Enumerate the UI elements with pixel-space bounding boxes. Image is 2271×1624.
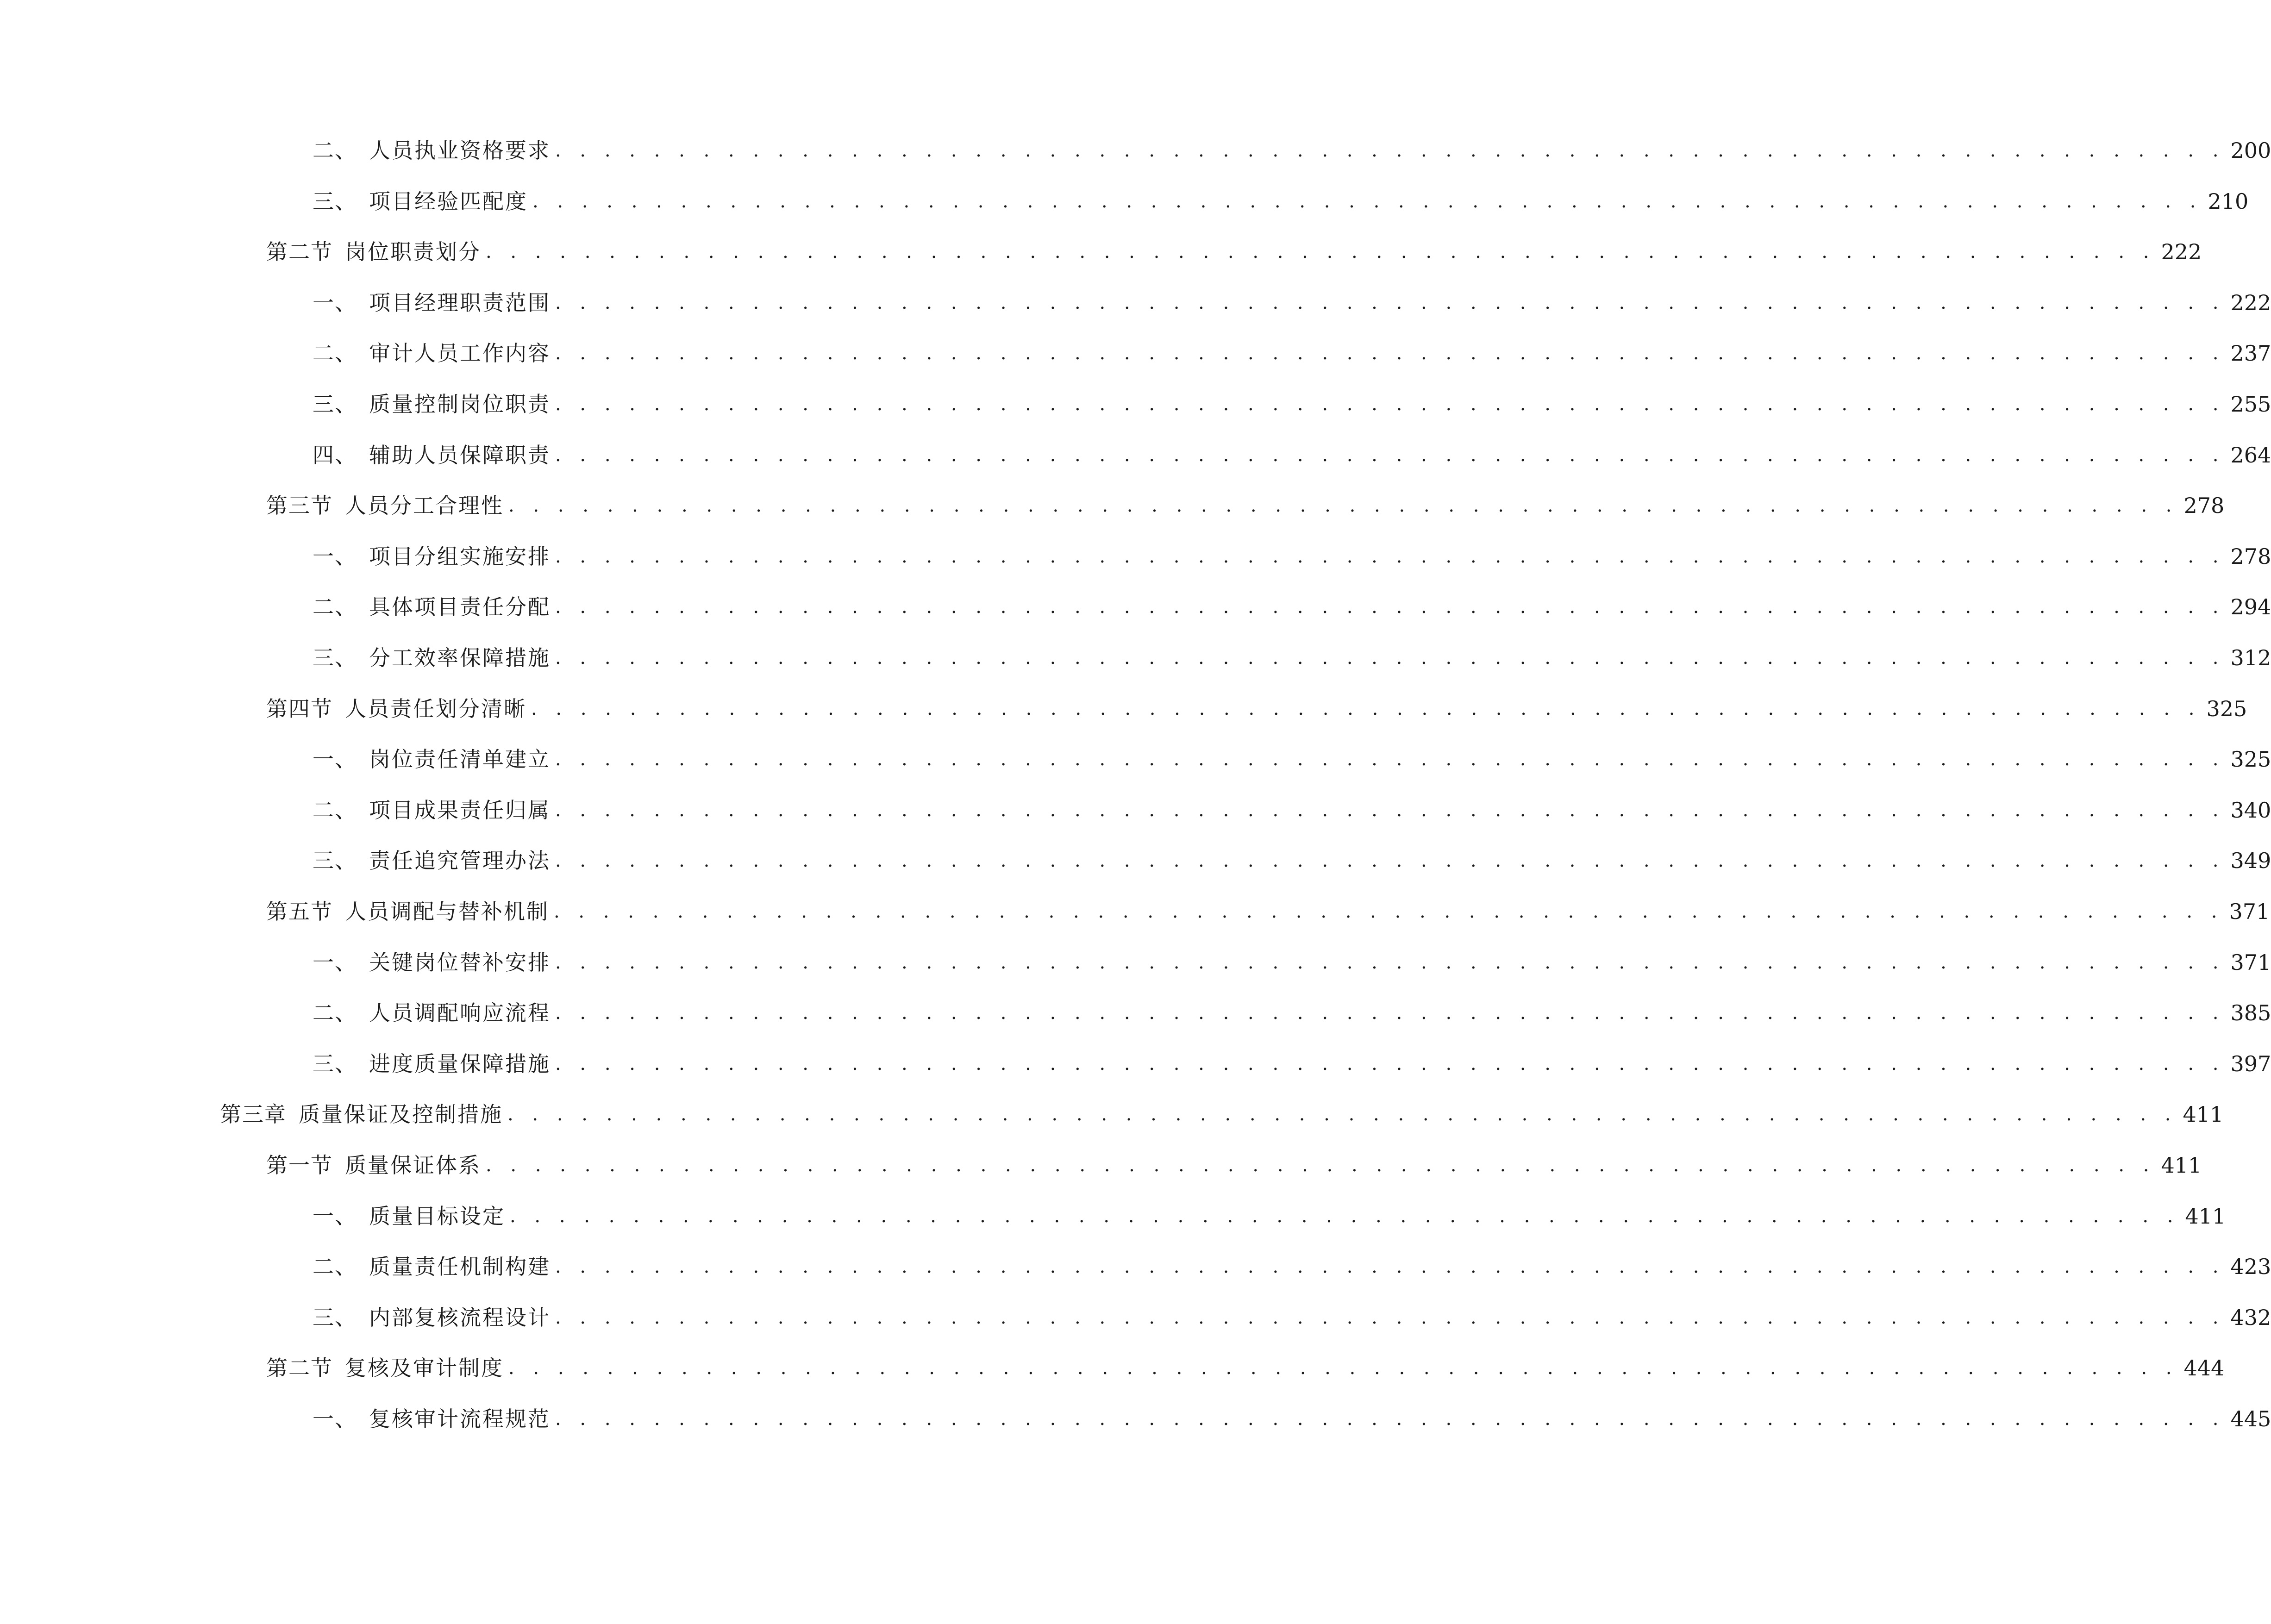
toc-entry-page-number: 444	[2183, 1355, 2225, 1381]
toc-entry-item[interactable]	[313, 946, 2271, 979]
toc-entry-page-number: 278	[2183, 493, 2225, 518]
toc-entry-item[interactable]	[313, 642, 2271, 674]
toc-entry-page-number: 325	[2206, 696, 2247, 721]
toc-entry-chapter[interactable]	[220, 1098, 2224, 1131]
toc-entry-item[interactable]	[313, 1048, 2271, 1080]
toc-entry-number: 二、	[313, 1000, 357, 1026]
toc-entry-number: 第二节	[266, 239, 333, 265]
toc-entry-title: 分工效率保障措施	[369, 645, 551, 670]
toc-entry-title: 岗位职责划分	[345, 239, 481, 265]
toc-entry-title: 质量控制岗位职责	[369, 392, 551, 417]
dot-leader: . . . . . . . . . . . . . . . . . . . . . . . . . . . . . . . . . . . . . . . . . . . . . . . . . . . . . . . . . . . . . . . . . . . .	[555, 799, 2225, 821]
toc-entry-number: 一、	[313, 1406, 357, 1431]
dot-leader: . . . . . . . . . . . . . . . . . . . . . . . . . . . . . . . . . . . . . . . . . . . . . . . . . . . . . . . . . . . . . . . . . . . .	[554, 901, 2224, 922]
toc-entry-number: 第三节	[266, 493, 333, 518]
dot-leader: . . . . . . . . . . . . . . . . . . . . . . . . . . . . . . . . . . . . . . . . . . . . . . . . . . . . . . . . . . . . . . . . . . . .	[555, 1408, 2225, 1430]
toc-entry-number: 三、	[313, 188, 357, 214]
toc-entry-title: 具体项目责任分配	[369, 594, 551, 620]
toc-entry-item[interactable]	[313, 337, 2271, 369]
toc-entry-section[interactable]	[266, 895, 2270, 928]
toc-entry-item[interactable]	[313, 287, 2271, 319]
dot-leader: . . . . . . . . . . . . . . . . . . . . . . . . . . . . . . . . . . . . . . . . . . . . . . . . . . . . . . . . . . . . . . . . . . . .	[555, 292, 2225, 313]
toc-entry-page-number: 432	[2230, 1305, 2271, 1330]
toc-entry-item[interactable]	[313, 439, 2271, 471]
toc-entry-title: 岗位责任清单建立	[369, 747, 551, 772]
toc-entry-item[interactable]	[313, 1250, 2271, 1283]
dot-leader: . . . . . . . . . . . . . . . . . . . . . . . . . . . . . . . . . . . . . . . . . . . . . . . . . . . . . . . . . . . . . . . . . . . .	[510, 1205, 2180, 1227]
toc-entry-title: 关键岗位替补安排	[369, 949, 551, 975]
toc-entry-number: 一、	[313, 747, 357, 772]
dot-leader: . . . . . . . . . . . . . . . . . . . . . . . . . . . . . . . . . . . . . . . . . . . . . . . . . . . . . . . . . . . . . . . . . . . .	[555, 394, 2225, 415]
toc-entry-number: 三、	[313, 645, 357, 670]
toc-entry-title: 内部复核流程设计	[369, 1305, 551, 1330]
toc-entry-title: 进度质量保障措施	[369, 1051, 551, 1076]
dot-leader: . . . . . . . . . . . . . . . . . . . . . . . . . . . . . . . . . . . . . . . . . . . . . . . . . . . . . . . . . . . . . . . . . . . .	[555, 1053, 2225, 1074]
toc-entry-number: 第三章	[220, 1102, 287, 1127]
toc-entry-page-number: 278	[2230, 543, 2271, 569]
toc-entry-page-number: 340	[2230, 797, 2271, 823]
toc-entry-title: 质量目标设定	[369, 1203, 505, 1229]
toc-entry-page-number: 222	[2230, 290, 2271, 315]
toc-entry-page-number: 264	[2230, 442, 2271, 468]
toc-entry-item[interactable]	[313, 794, 2271, 826]
dot-leader: . . . . . . . . . . . . . . . . . . . . . . . . . . . . . . . . . . . . . . . . . . . . . . . . . . . . . . . . . . . . . . . . . . . .	[555, 1256, 2225, 1278]
toc-entry-section[interactable]	[266, 1149, 2202, 1181]
toc-entry-title: 质量责任机制构建	[369, 1254, 551, 1280]
toc-entry-number: 二、	[313, 341, 357, 366]
toc-entry-item[interactable]	[313, 1301, 2271, 1334]
toc-entry-page-number: 210	[2208, 188, 2249, 214]
toc-entry-page-number: 237	[2230, 341, 2271, 366]
dot-leader: . . . . . . . . . . . . . . . . . . . . . . . . . . . . . . . . . . . . . . . . . . . . . . . . . . . . . . . . . . . . . . . . . . . .	[532, 190, 2202, 212]
toc-entry-title: 项目成果责任归属	[369, 797, 551, 823]
toc-entry-page-number: 371	[2230, 949, 2271, 975]
toc-entry-number: 二、	[313, 138, 357, 163]
toc-entry-item[interactable]	[313, 1403, 2271, 1435]
dot-leader: . . . . . . . . . . . . . . . . . . . . . . . . . . . . . . . . . . . . . . . . . . . . . . . . . . . . . . . . . . . . . . . . . . . .	[486, 241, 2156, 263]
toc-entry-page-number: 445	[2230, 1406, 2271, 1431]
toc-entry-number: 第五节	[266, 899, 333, 924]
toc-entry-page-number: 371	[2229, 899, 2270, 924]
toc-entry-item[interactable]	[313, 743, 2271, 775]
toc-entry-page-number: 294	[2230, 594, 2271, 620]
toc-entry-number: 第二节	[266, 1355, 333, 1381]
dot-leader: . . . . . . . . . . . . . . . . . . . . . . . . . . . . . . . . . . . . . . . . . . . . . . . . . . . . . . . . . . . . . . . . . . . .	[555, 749, 2225, 770]
toc-entry-number: 二、	[313, 594, 357, 620]
toc-entry-section[interactable]	[266, 693, 2247, 725]
toc-entry-page-number: 325	[2230, 747, 2271, 772]
toc-entry-title: 人员调配响应流程	[369, 1000, 551, 1026]
toc-entry-item[interactable]	[313, 134, 2271, 167]
dot-leader: . . . . . . . . . . . . . . . . . . . . . . . . . . . . . . . . . . . . . . . . . . . . . . . . . . . . . . . . . . . . . . . . . . . .	[555, 140, 2225, 161]
toc-entry-number: 四、	[313, 442, 357, 468]
toc-entry-number: 一、	[313, 1203, 357, 1229]
toc-entry-title: 项目经理职责范围	[369, 290, 551, 315]
toc-entry-number: 三、	[313, 848, 357, 874]
dot-leader: . . . . . . . . . . . . . . . . . . . . . . . . . . . . . . . . . . . . . . . . . . . . . . . . . . . . . . . . . . . . . . . . . . . .	[507, 1104, 2177, 1125]
toc-entry-page-number: 385	[2230, 1000, 2271, 1026]
dot-leader: . . . . . . . . . . . . . . . . . . . . . . . . . . . . . . . . . . . . . . . . . . . . . . . . . . . . . . . . . . . . . . . . . . . .	[555, 1306, 2225, 1328]
dot-leader: . . . . . . . . . . . . . . . . . . . . . . . . . . . . . . . . . . . . . . . . . . . . . . . . . . . . . . . . . . . . . . . . . . . .	[555, 951, 2225, 973]
toc-entry-page-number: 255	[2230, 392, 2271, 417]
toc-entry-title: 质量保证及控制措施	[299, 1102, 503, 1127]
toc-entry-page-number: 200	[2230, 138, 2271, 163]
toc-entry-section[interactable]	[266, 236, 2202, 268]
toc-entry-page-number: 397	[2230, 1051, 2271, 1076]
toc-entry-page-number: 312	[2230, 645, 2271, 670]
dot-leader: . . . . . . . . . . . . . . . . . . . . . . . . . . . . . . . . . . . . . . . . . . . . . . . . . . . . . . . . . . . . . . . . . . . .	[555, 444, 2225, 466]
toc-entry-title: 责任追究管理办法	[369, 848, 551, 874]
toc-entry-title: 辅助人员保障职责	[369, 442, 551, 468]
dot-leader: . . . . . . . . . . . . . . . . . . . . . . . . . . . . . . . . . . . . . . . . . . . . . . . . . . . . . . . . . . . . . . . . . . . .	[555, 850, 2225, 872]
toc-entry-title: 人员调配与替补机制	[345, 899, 549, 924]
toc-entry-item[interactable]	[313, 388, 2271, 420]
toc-entry-number: 二、	[313, 797, 357, 823]
toc-entry-page-number: 411	[2161, 1153, 2202, 1178]
toc-entry-title: 人员分工合理性	[345, 493, 504, 518]
toc-entry-page-number: 222	[2161, 239, 2202, 265]
dot-leader: . . . . . . . . . . . . . . . . . . . . . . . . . . . . . . . . . . . . . . . . . . . . . . . . . . . . . . . . . . . . . . . . . . . .	[486, 1155, 2156, 1176]
toc-entry-title: 项目经验匹配度	[369, 188, 528, 214]
toc-entry-item[interactable]	[313, 997, 2271, 1029]
toc-entry-section[interactable]	[266, 489, 2225, 522]
toc-entry-title: 复核审计流程规范	[369, 1406, 551, 1431]
dot-leader: . . . . . . . . . . . . . . . . . . . . . . . . . . . . . . . . . . . . . . . . . . . . . . . . . . . . . . . . . . . . . . . . . . . .	[555, 545, 2225, 567]
toc-entry-item[interactable]	[313, 185, 2249, 218]
toc-entry-item[interactable]	[313, 1200, 2226, 1232]
toc-entry-number: 一、	[313, 290, 357, 315]
toc-entry-number: 三、	[313, 1305, 357, 1330]
toc-entry-page-number: 423	[2230, 1254, 2271, 1280]
dot-leader: . . . . . . . . . . . . . . . . . . . . . . . . . . . . . . . . . . . . . . . . . . . . . . . . . . . . . . . . . . . . . . . . . . . .	[508, 495, 2178, 517]
toc-entry-item[interactable]	[313, 540, 2271, 573]
toc-entry-section[interactable]	[266, 1352, 2225, 1384]
dot-leader: . . . . . . . . . . . . . . . . . . . . . . . . . . . . . . . . . . . . . . . . . . . . . . . . . . . . . . . . . . . . . . . . . . . .	[508, 1357, 2178, 1379]
toc-entry-number: 二、	[313, 1254, 357, 1280]
toc-entry-number: 一、	[313, 949, 357, 975]
toc-entry-title: 人员责任划分清晰	[345, 696, 526, 721]
toc-entry-title: 项目分组实施安排	[369, 543, 551, 569]
toc-entry-title: 审计人员工作内容	[369, 341, 551, 366]
dot-leader: . . . . . . . . . . . . . . . . . . . . . . . . . . . . . . . . . . . . . . . . . . . . . . . . . . . . . . . . . . . . . . . . . . . .	[555, 596, 2225, 618]
toc-entry-number: 第一节	[266, 1153, 333, 1178]
dot-leader: . . . . . . . . . . . . . . . . . . . . . . . . . . . . . . . . . . . . . . . . . . . . . . . . . . . . . . . . . . . . . . . . . . . .	[531, 698, 2201, 719]
toc-entry-number: 三、	[313, 1051, 357, 1076]
dot-leader: . . . . . . . . . . . . . . . . . . . . . . . . . . . . . . . . . . . . . . . . . . . . . . . . . . . . . . . . . . . . . . . . . . . .	[555, 343, 2225, 364]
toc-entry-title: 质量保证体系	[345, 1153, 481, 1178]
toc-entry-item[interactable]	[313, 844, 2271, 877]
toc-entry-title: 复核及审计制度	[345, 1355, 504, 1381]
toc-entry-number: 一、	[313, 543, 357, 569]
toc-entry-title: 人员执业资格要求	[369, 138, 551, 163]
toc-entry-page-number: 411	[2183, 1102, 2224, 1127]
toc-entry-item[interactable]	[313, 591, 2271, 623]
dot-leader: . . . . . . . . . . . . . . . . . . . . . . . . . . . . . . . . . . . . . . . . . . . . . . . . . . . . . . . . . . . . . . . . . . . .	[555, 1002, 2225, 1024]
toc-entry-page-number: 411	[2185, 1203, 2226, 1229]
toc-entry-number: 第四节	[266, 696, 333, 721]
toc-entry-number: 三、	[313, 392, 357, 417]
toc-entry-page-number: 349	[2230, 848, 2271, 874]
dot-leader: . . . . . . . . . . . . . . . . . . . . . . . . . . . . . . . . . . . . . . . . . . . . . . . . . . . . . . . . . . . . . . . . . . . .	[555, 647, 2225, 668]
